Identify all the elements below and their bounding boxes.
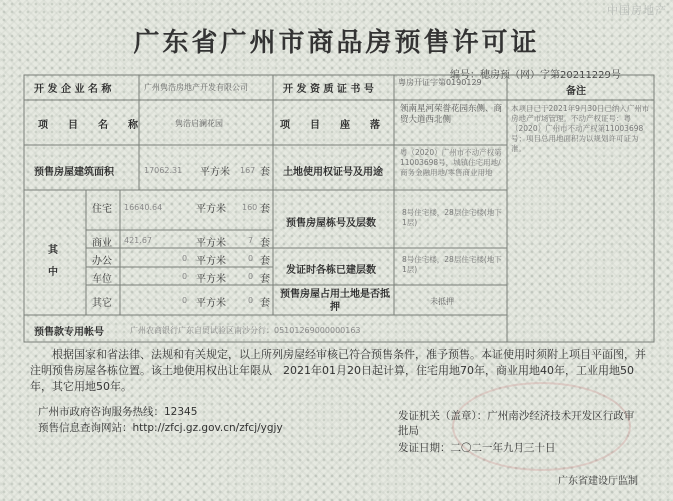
breakdown-sets: 0 — [248, 254, 254, 263]
breakdown-type: 商业 — [92, 238, 112, 249]
breakdown-sets: 0 — [248, 296, 254, 305]
account-value: 广州农商银行广东自贸试验区南沙分行：05101269000000163 — [130, 326, 361, 335]
breakdown-sets-unit: 套 — [260, 238, 270, 249]
breakdown-area: 0 — [182, 272, 188, 281]
breakdown-type: 车位 — [92, 274, 112, 285]
license-serial-number: 编号：穗房预（网）字第20211229号 — [450, 70, 621, 81]
remarks-label: 备注 — [566, 86, 586, 97]
breakdown-unit: 平方米 — [196, 238, 226, 249]
presale-area-sets: 167 — [240, 166, 256, 175]
breakdown-unit: 平方米 — [196, 274, 226, 285]
account-label: 预售款专用帐号 — [34, 327, 104, 338]
breakdown-sets: 160 — [242, 203, 258, 212]
project-location-value: 领南星河荣誉花园东侧、商贸大道西北侧 — [400, 104, 503, 125]
breakdown-sets: 7 — [248, 236, 254, 245]
hotline-text: 广州市政府咨询服务热线：12345 — [38, 406, 198, 418]
building-value: 8号住宅楼，28层住宅楼(地下1层) — [402, 208, 502, 227]
issuing-authority: 发证机关（盖章）：广州南沙经济技术开发区行政审批局 — [398, 410, 635, 437]
breakdown-sets: 0 — [248, 272, 254, 281]
developer-label: 开 发 企 业 名 称 — [34, 84, 112, 95]
document-title: 广东省广州市商品房预售许可证 — [133, 28, 540, 58]
breakdown-label: 其 中 — [48, 245, 68, 278]
mortgage-label: 预售房屋占用土地是否抵押 — [280, 289, 390, 313]
breakdown-sets-unit: 套 — [260, 298, 270, 309]
remarks-value: 本项目已于2021年9月30日已纳入广州市房地产市场管理。不动产权证号：粤（2020）广州市不动产权第11003698号；项目总用地面积为以规划许可证为准。 — [511, 104, 650, 153]
breakdown-sets-unit: 套 — [260, 204, 270, 215]
breakdown-type: 其它 — [92, 298, 112, 309]
breakdown-area: 16640.64 — [124, 203, 163, 212]
presale-area-sets-unit: 套 — [260, 167, 270, 178]
breakdown-type: 办公 — [92, 256, 112, 267]
presale-area-value: 17062.31 — [144, 166, 183, 175]
issue-date: 发证日期：二〇二一年九月三十日 — [398, 442, 556, 454]
project-name-label: 项 目 名 称 — [38, 120, 138, 131]
breakdown-type: 住宅 — [92, 204, 112, 215]
developer-value: 广州隽浩房地产开发有限公司 — [144, 83, 248, 92]
breakdown-sets-unit: 套 — [260, 256, 270, 267]
project-location-label: 项 目 座 落 — [280, 120, 380, 131]
land-cert-value: 粤（2020）广州市不动产权第11003698号，城镇住宅用地/商务金融用地/零售商业用地 — [400, 148, 502, 177]
query-website: 预售信息查询网站：http://zfcj.gz.gov.cn/zfcj/ygjy — [38, 422, 283, 434]
legal-statement: 根据国家和省法律、法规和有关规定，以上所列房屋经审核已符合预售条件，准予预售。本证使用时须附上项目平面图，并注明预售房屋各栋位置。该土地使用权出让年限从 2021年01月20日起计算，住宅用地70年，商业用地40年，工业用地50年，其它用地50年。 — [30, 348, 646, 393]
breakdown-unit: 平方米 — [196, 204, 226, 215]
qualification-label: 开 发 资 质 证 书 号 — [283, 84, 374, 95]
building-label: 预售房屋栋号及层数 — [286, 218, 376, 229]
issue-floors-value: 8号住宅楼，28层住宅楼(地下1层) — [402, 255, 502, 274]
presale-area-unit: 平方米 — [200, 167, 230, 178]
breakdown-unit: 平方米 — [196, 298, 226, 309]
presale-area-label: 预售房屋建筑面积 — [34, 167, 114, 178]
land-cert-label: 土地使用权证号及用途 — [283, 167, 383, 178]
breakdown-area: 0 — [182, 254, 188, 263]
supervisor-text: 广东省建设厅监制 — [558, 476, 638, 487]
breakdown-unit: 平方米 — [196, 256, 226, 267]
breakdown-area: 0 — [182, 296, 188, 305]
breakdown-sets-unit: 套 — [260, 274, 270, 285]
project-name-value: 隽浩启澜花园 — [175, 119, 223, 128]
issue-floors-label: 发证时各栋已建层数 — [286, 265, 376, 276]
breakdown-area: 421.67 — [124, 236, 152, 245]
mortgage-value: 未抵押 — [430, 297, 454, 306]
qualification-value: 粤房开证字第0190129 — [398, 78, 482, 87]
corner-watermark: 中国房地产 — [607, 4, 667, 17]
